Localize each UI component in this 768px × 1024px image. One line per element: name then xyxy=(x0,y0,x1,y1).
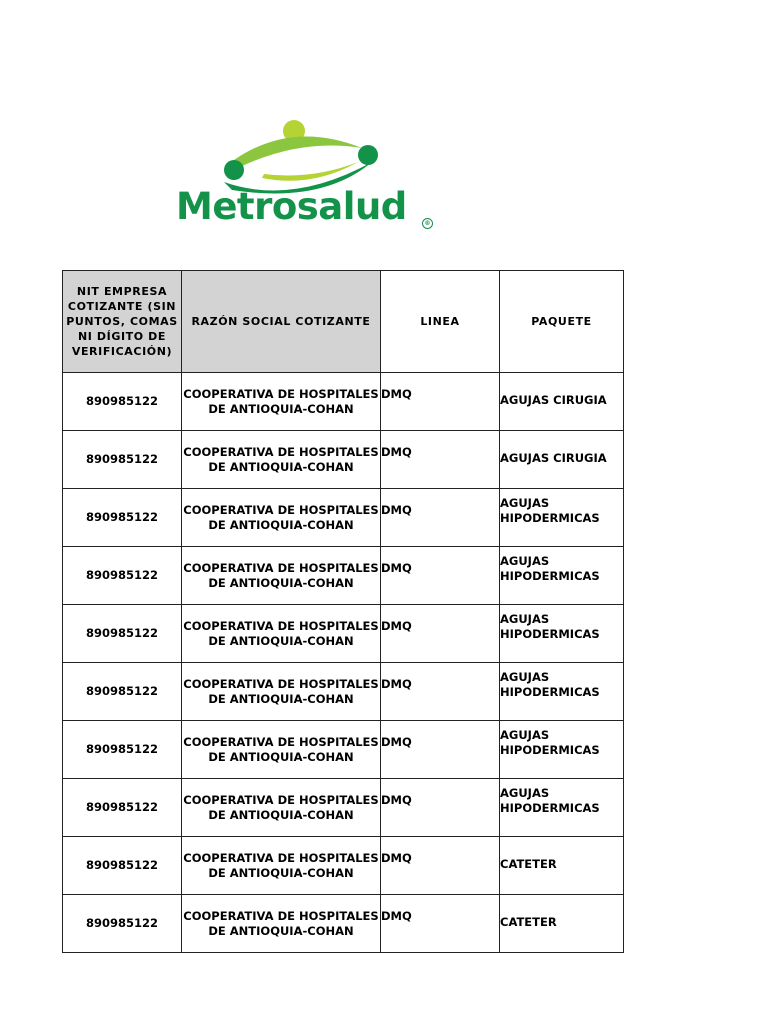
cell-linea xyxy=(381,895,500,953)
cell-linea-text: DMQ xyxy=(381,793,412,807)
table-row xyxy=(63,373,624,431)
cell-linea xyxy=(381,721,500,779)
table-row xyxy=(63,431,624,489)
cell-linea xyxy=(381,605,500,663)
cell-linea-text: DMQ xyxy=(381,735,412,749)
cell-nit: 890985122 xyxy=(63,721,182,779)
cell-nit: 890985122 xyxy=(63,373,182,431)
metrosalud-logo xyxy=(172,118,442,238)
cell-linea-text: DMQ xyxy=(381,851,412,865)
cell-razon-social: COOPERATIVA DE HOSPITALES DE ANTIOQUIA-COHAN xyxy=(182,373,381,431)
cell-razon-social: COOPERATIVA DE HOSPITALES DE ANTIOQUIA-COHAN xyxy=(182,895,381,953)
cell-razon-social: COOPERATIVA DE HOSPITALES DE ANTIOQUIA-COHAN xyxy=(182,605,381,663)
table-row xyxy=(63,547,624,605)
brand-wordmark: Metrosalud xyxy=(176,185,407,228)
cell-paquete xyxy=(500,431,624,489)
cell-nit: 890985122 xyxy=(63,663,182,721)
cell-nit: 890985122 xyxy=(63,895,182,953)
cell-razon-social: COOPERATIVA DE HOSPITALES DE ANTIOQUIA-COHAN xyxy=(182,489,381,547)
cell-razon-social: COOPERATIVA DE HOSPITALES DE ANTIOQUIA-COHAN xyxy=(182,721,381,779)
cell-nit: 890985122 xyxy=(63,779,182,837)
cell-nit: 890985122 xyxy=(63,837,182,895)
cell-paquete-text: CATETER xyxy=(500,915,557,929)
cell-paquete xyxy=(500,895,624,953)
header-nit: NIT EMPRESA COTIZANTE (SIN PUNTOS, COMAS NI DÍGITO DE VERIFICACIÓN) xyxy=(63,271,182,373)
cell-paquete xyxy=(500,373,624,431)
cell-paquete-text: AGUJAS CIRUGIA xyxy=(500,451,607,465)
cell-razon-social: COOPERATIVA DE HOSPITALES DE ANTIOQUIA-COHAN xyxy=(182,837,381,895)
cell-paquete xyxy=(500,547,624,605)
cell-linea xyxy=(381,547,500,605)
registered-mark: ® xyxy=(422,218,433,229)
cell-linea xyxy=(381,779,500,837)
cell-linea xyxy=(381,663,500,721)
cell-paquete-text: AGUJAS HIPODERMICAS xyxy=(500,727,600,757)
cell-razon-social: COOPERATIVA DE HOSPITALES DE ANTIOQUIA-COHAN xyxy=(182,547,381,605)
cell-linea-text: DMQ xyxy=(381,387,412,401)
cell-linea xyxy=(381,431,500,489)
table-body xyxy=(63,373,624,953)
table-row xyxy=(63,779,624,837)
table-row xyxy=(63,837,624,895)
cell-linea xyxy=(381,373,500,431)
table-row xyxy=(63,663,624,721)
cotizantes-table xyxy=(62,270,624,953)
cell-linea-text: DMQ xyxy=(381,677,412,691)
cell-linea-text: DMQ xyxy=(381,503,412,517)
cell-nit: 890985122 xyxy=(63,605,182,663)
cell-paquete xyxy=(500,779,624,837)
table-row xyxy=(63,721,624,779)
cell-nit: 890985122 xyxy=(63,431,182,489)
table-header-row xyxy=(63,271,624,373)
cell-paquete xyxy=(500,489,624,547)
cell-razon-social: COOPERATIVA DE HOSPITALES DE ANTIOQUIA-COHAN xyxy=(182,663,381,721)
cell-linea-text: DMQ xyxy=(381,619,412,633)
cell-paquete-text: AGUJAS HIPODERMICAS xyxy=(500,495,600,525)
cell-paquete xyxy=(500,663,624,721)
table-row xyxy=(63,489,624,547)
cell-paquete-text: AGUJAS HIPODERMICAS xyxy=(500,611,600,641)
cell-paquete xyxy=(500,837,624,895)
cell-nit: 890985122 xyxy=(63,547,182,605)
table-row xyxy=(63,895,624,953)
cell-paquete-text: AGUJAS HIPODERMICAS xyxy=(500,553,600,583)
cell-linea xyxy=(381,489,500,547)
cell-paquete xyxy=(500,605,624,663)
cell-paquete-text: AGUJAS HIPODERMICAS xyxy=(500,785,600,815)
cell-razon-social: COOPERATIVA DE HOSPITALES DE ANTIOQUIA-COHAN xyxy=(182,431,381,489)
cell-paquete-text: CATETER xyxy=(500,857,557,871)
header-razon-social: RAZÓN SOCIAL COTIZANTE xyxy=(182,271,381,373)
cell-linea-text: DMQ xyxy=(381,561,412,575)
cell-nit: 890985122 xyxy=(63,489,182,547)
cell-paquete xyxy=(500,721,624,779)
cell-linea-text: DMQ xyxy=(381,445,412,459)
cell-razon-social: COOPERATIVA DE HOSPITALES DE ANTIOQUIA-COHAN xyxy=(182,779,381,837)
cell-paquete-text: AGUJAS CIRUGIA xyxy=(500,393,607,407)
table-row xyxy=(63,605,624,663)
header-linea: LINEA xyxy=(381,271,500,373)
cell-linea xyxy=(381,837,500,895)
header-paquete: PAQUETE xyxy=(500,271,624,373)
cell-paquete-text: AGUJAS HIPODERMICAS xyxy=(500,669,600,699)
cell-linea-text: DMQ xyxy=(381,909,412,923)
